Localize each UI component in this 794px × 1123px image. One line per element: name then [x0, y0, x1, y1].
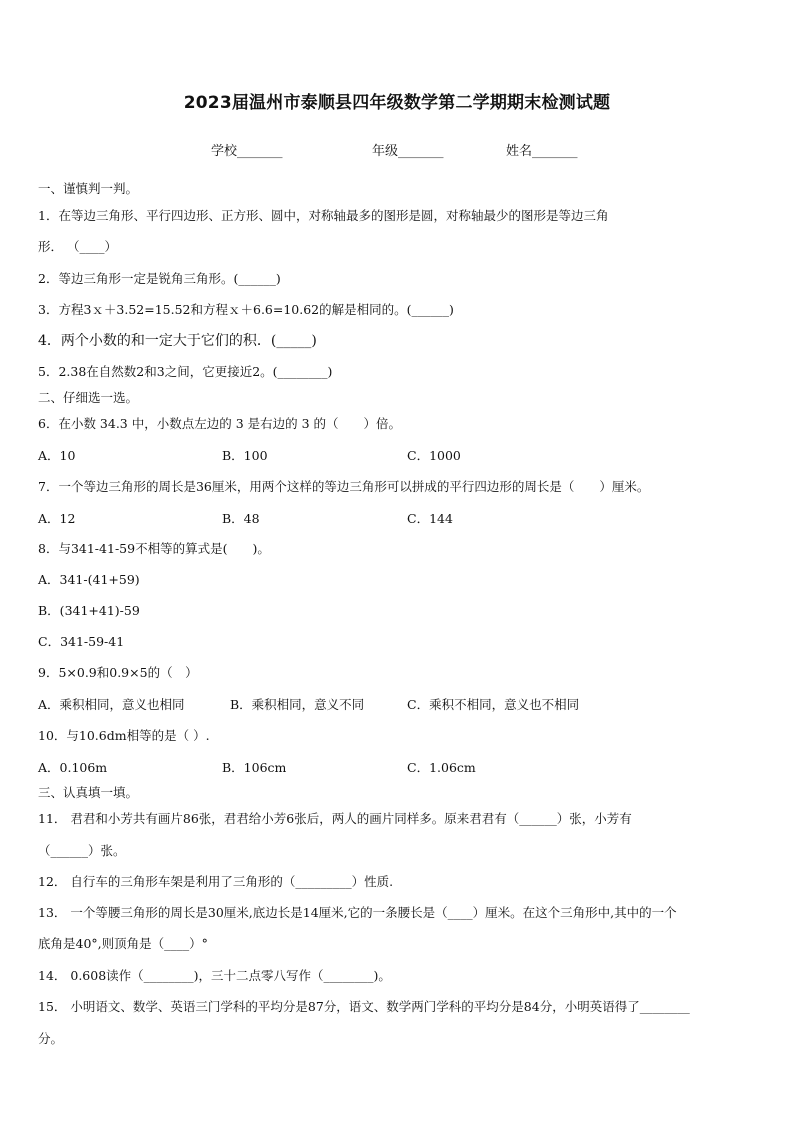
option: B．乘积相同，意义不同	[230, 697, 365, 712]
option: C．1.06cm	[407, 760, 476, 775]
question-3: 3．方程3ｘ＋3.52=15.52和方程ｘ＋6.6=10.62的解是相同的。(______)	[38, 302, 454, 317]
grade-field: 年级_______	[372, 144, 444, 159]
section-heading: 二、仔细选一选。	[38, 390, 139, 405]
option: A．0.106m	[38, 760, 108, 775]
question-11-cont: （______）张。	[38, 843, 126, 858]
option: C．341-59-41	[38, 634, 125, 649]
option: A．341-(41+59)	[38, 572, 140, 587]
page-title: 2023届温州市泰顺县四年级数学第二学期期末检测试题	[183, 93, 611, 113]
option: C．1000	[407, 448, 461, 463]
question-8: 8．与341-41-59不相等的算式是( )。	[38, 541, 270, 556]
option: C．144	[407, 511, 453, 526]
question-1: 1．在等边三角形、平行四边形、正方形、圆中，对称轴最多的图形是圆，对称轴最少的图形是等边三角	[38, 208, 609, 223]
option: B．106cm	[222, 760, 287, 775]
option: B．48	[222, 511, 260, 526]
question-2: 2．等边三角形一定是锐角三角形。(______)	[38, 271, 281, 286]
question-7: 7．一个等边三角形的周长是36厘米，用两个这样的等边三角形可以拼成的平行四边形的周长是（ ）厘米。	[38, 479, 650, 494]
option: A．12	[38, 511, 76, 526]
option: B．(341+41)-59	[38, 603, 140, 618]
question-4: 4．两个小数的和一定大于它们的积．(_____)	[38, 333, 317, 349]
section-heading: 三、认真填一填。	[38, 785, 139, 800]
question-15: 15． 小明语文、数学、英语三门学科的平均分是87分，语文、数学两门学科的平均分是84分，小明英语得了________	[38, 999, 690, 1014]
option: A．乘积相同，意义也相同	[38, 697, 185, 712]
question-14: 14． 0.608读作（________)，三十二点零八写作（________)。	[38, 968, 391, 983]
question-13: 13． 一个等腰三角形的周长是30厘米,底边长是14厘米,它的一条腰长是（____）厘米。在这个三角形中,其中的一个	[38, 905, 677, 920]
question-6: 6．在小数 34.3 中，小数点左边的 3 是右边的 3 的（ ）倍。	[38, 416, 402, 431]
question-15-cont: 分。	[38, 1031, 64, 1046]
question-11: 11． 君君和小芳共有画片86张，君君给小芳6张后，两人的画片同样多。原来君君有（______）张，小芳有	[38, 811, 632, 826]
name-field: 姓名_______	[506, 144, 578, 159]
question-10: 10．与10.6dm相等的是（ ）.	[38, 728, 210, 743]
school-field: 学校_______	[211, 144, 283, 159]
question-1-cont: 形． （____）	[38, 239, 117, 254]
question-12: 12． 自行车的三角形车架是利用了三角形的（_________）性质.	[38, 874, 394, 889]
question-9: 9．5×0.9和0.9×5的（ ）	[38, 665, 198, 680]
option: B．100	[222, 448, 268, 463]
option: A．10	[38, 448, 76, 463]
section-heading: 一、谨慎判一判。	[38, 181, 139, 196]
question-13-cont: 底角是40°,则顶角是（____）°	[38, 936, 208, 951]
question-5: 5．2.38在自然数2和3之间，它更接近2。(________)	[38, 364, 333, 379]
option: C．乘积不相同，意义也不相同	[407, 697, 580, 712]
